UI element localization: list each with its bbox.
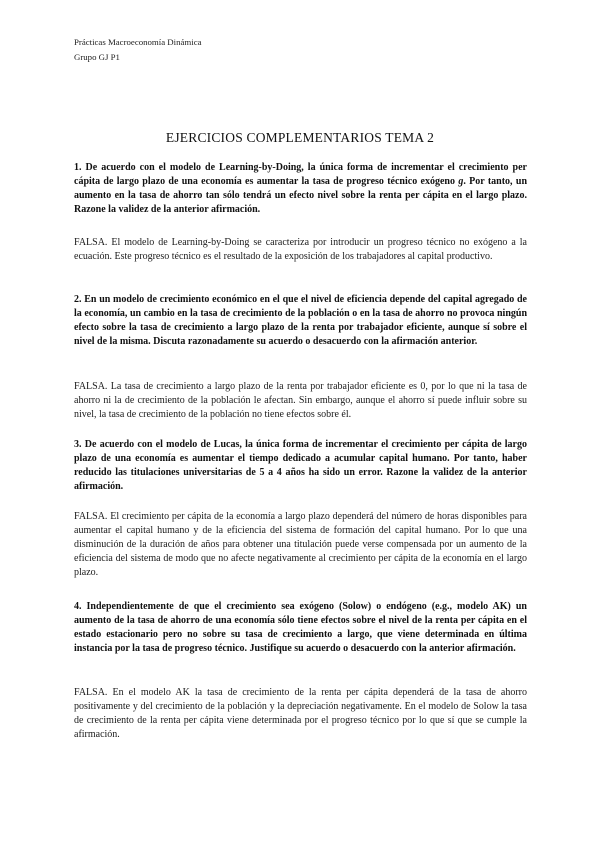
- course-name: Prácticas Macroeconomía Dinámica: [74, 37, 202, 47]
- page-title: EJERCICIOS COMPLEMENTARIOS TEMA 2: [165, 130, 435, 145]
- group-name: Grupo GJ P1: [74, 52, 120, 62]
- exercise-2-question: 2. En un modelo de crecimiento económico en el que el nivel de eficiencia depende del capital agregado de la economía, un cambio en la tasa de crecimiento de la población o en la tasa de ahorro no provoca ningún efecto sobre la tasa de crecimiento a largo plazo de la renta por trabajador eficiente, aunque sí sobre el nivel de la misma. Discuta razonadamente su acuerdo o desacuerdo con la afirmación anterior.: [74, 294, 527, 348]
- technical-progress-symbol: g: [458, 176, 464, 188]
- exercise-1-question: [74, 161, 527, 217]
- exercise-3-answer: FALSA. El crecimiento per cápita de la economía a largo plazo dependerá del número de horas disponibles para aumentar el capital humano y de la eficiencia del sistema de formación del capital humano. Por lo que una disminución de la duración de años para obtener una titulación puede verse compensada por un aumento de la eficiencia del sistema de modo que no afecte negativamente al crecimiento per cápita de la economía en el largo plazo.: [74, 511, 527, 579]
- exercise-1-question-text-cont: . Por tanto, un aumento en la tasa de ahorro tan sólo tendrá un efecto nivel sobre la renta per cápita en el largo plazo. Razone la validez de la anterior afirmación.: [74, 176, 528, 216]
- exercise-2-answer: FALSA. La tasa de crecimiento a largo plazo de la renta por trabajador eficiente es 0, por lo que ni la tasa de ahorro ni la de crecimiento de la población le afectan. Sin embargo, aunque el ahorro sí puede influir sobre su nivel, la tasa de crecimiento de la población no tiene efectos sobre él.: [74, 381, 527, 421]
- document-header: [74, 35, 202, 65]
- exercise-1-question-text: 1. De acuerdo con el modelo de Learning-by-Doing, la única forma de incrementar el crecimiento per cápita de largo plazo de una economía es aumentar la tasa de progreso técnico exógeno: [74, 162, 527, 188]
- exercise-4-question: 4. Independientemente de que el crecimiento sea exógeno (Solow) o endógeno (e.g., modelo AK) un aumento de la tasa de ahorro de una economía sólo tiene efectos sobre el nivel de la renta per cápita en el estado estacionario pero no sobre su tasa de crecimiento a largo, que viene determinada en última instancia por la tasa de progreso técnico. Justifique su acuerdo o desacuerdo con la anterior afirmación.: [74, 601, 527, 655]
- exercise-1-answer: FALSA. El modelo de Learning-by-Doing se caracteriza por introducir un progreso técnico no exógeno a la ecuación. Este progreso técnico es el resultado de la exposición de los trabajadores al capital productivo.: [74, 237, 527, 263]
- exercise-4-answer: FALSA. En el modelo AK la tasa de crecimiento de la renta per cápita dependerá de la tasa de ahorro positivamente y del crecimiento de la población y la depreciación negativamente. En el modelo de Solow la tasa de crecimiento de la renta per cápita viene determinada por el progreso técnico por lo que sí que se cumple la afirmación.: [74, 687, 527, 741]
- exercise-3-question: 3. De acuerdo con el modelo de Lucas, la única forma de incrementar el crecimiento per cápita de largo plazo de una economía es aumentar el tiempo dedicado a acumular capital humano. Por tanto, haber reducido las titulaciones universitarias de 5 a 4 años ha sido un error. Razone la validez de la anterior afirmación.: [74, 439, 527, 493]
